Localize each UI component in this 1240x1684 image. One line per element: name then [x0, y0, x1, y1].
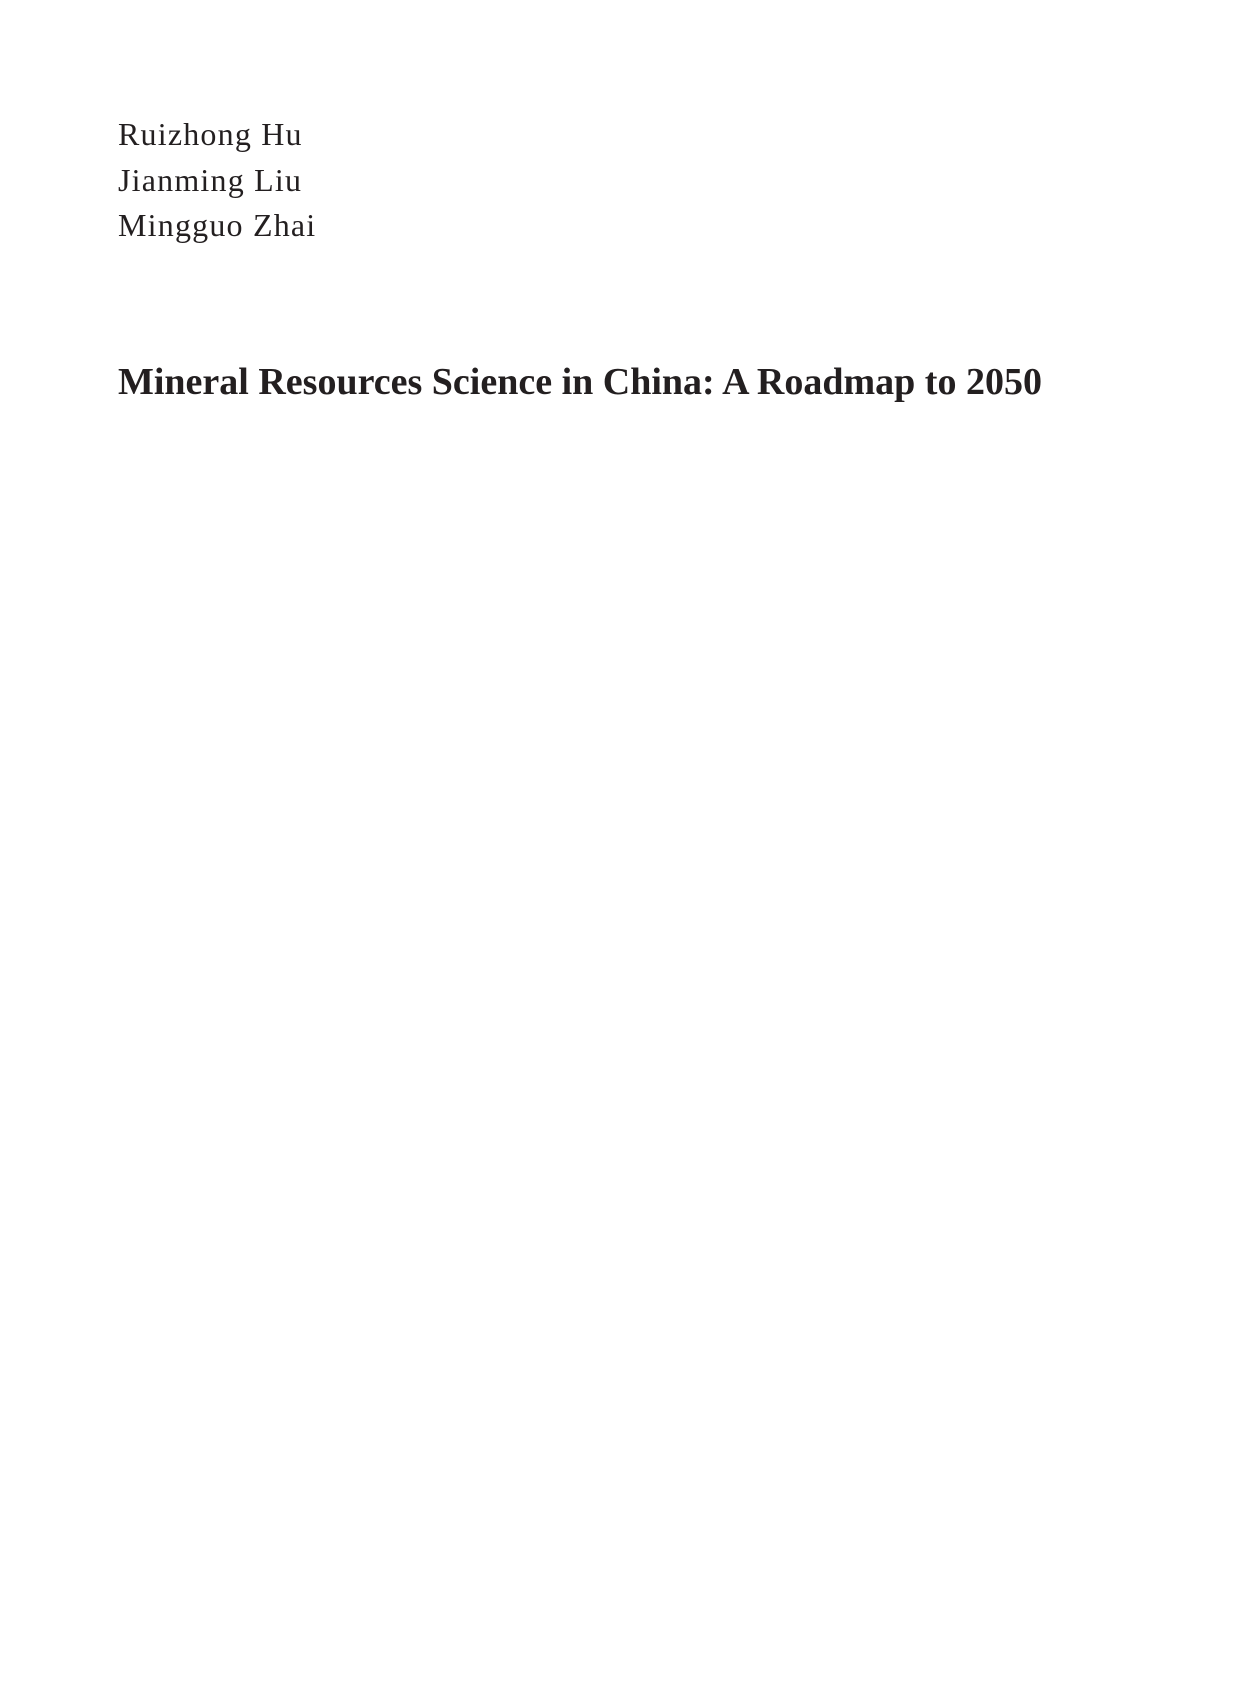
author-list: [118, 112, 316, 249]
book-title: Mineral Resources Science in China: A Roadmap to 2050: [118, 361, 1042, 403]
author-name: Ruizhong Hu: [118, 116, 303, 152]
author-name: Jianming Liu: [118, 161, 303, 198]
author-name: Mingguo Zhai: [118, 207, 317, 243]
